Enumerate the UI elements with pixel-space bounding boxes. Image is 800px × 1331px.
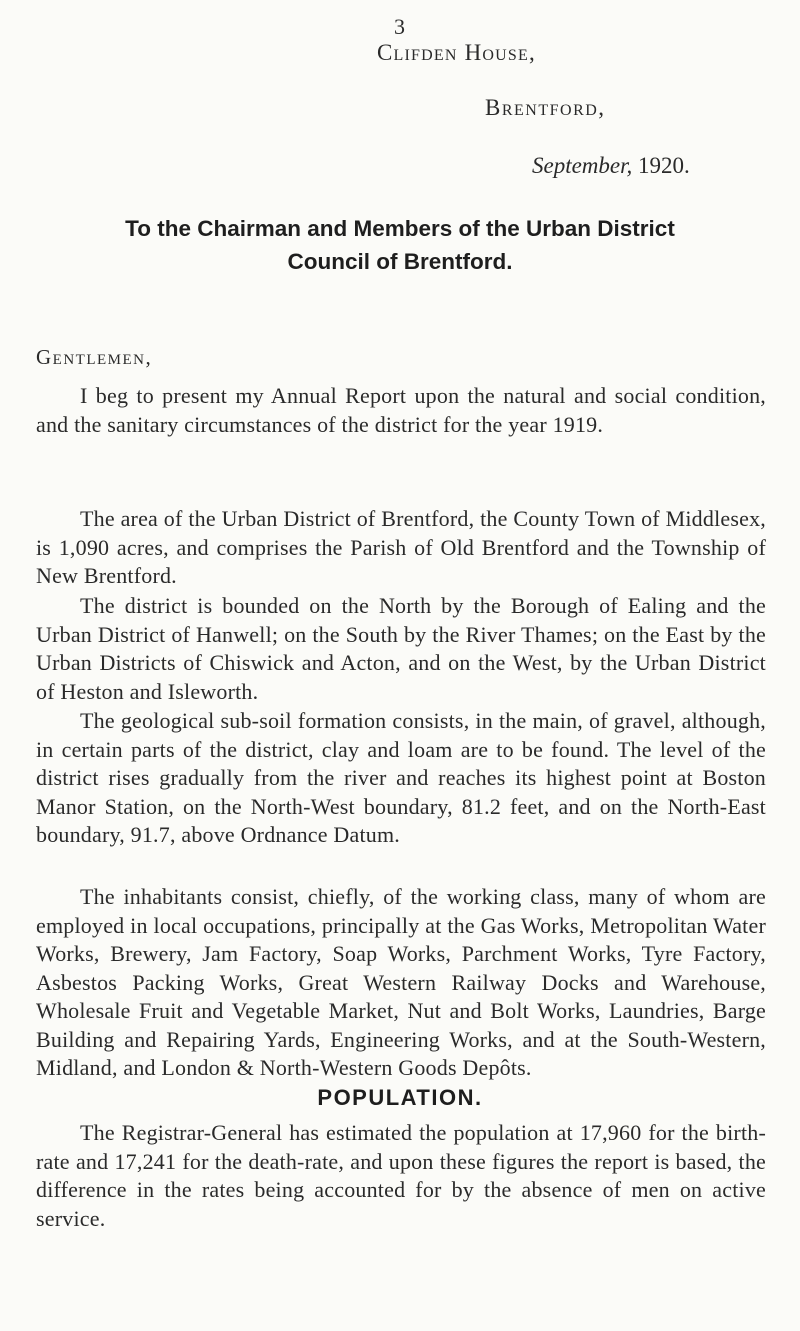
address-line-1: Clifden House, <box>377 40 536 65</box>
heading-line-2: Council of Brentford. <box>287 249 513 274</box>
paragraph-boundaries: The district is bounded on the North by the Borough of Ealing and the Urban District of Hanwell; on the South by the River Thames; on the East by the Urban Districts of Chiswick and Acton, and on the West, by the Urban District of Heston and Isleworth. <box>36 593 766 704</box>
paragraph-inhabitants: The inhabitants consist, chiefly, of the working class, many of whom are employed in local occupations, principally at the Gas Works, Metropolitan Water Works, Brewery, Jam Factory, Soap Works, Parchment Works, Tyre Factory, Asbestos Packing Works, Great Western Railway Docks and Warehouse, Wholesale Fruit and Vegetable Market, Nut and Bolt Works, Laundries, Barge Building and Repairing Yards, Engineering Works, and at the South-Western, Midland, and London & North-Western Goods Depôts. <box>36 884 766 1080</box>
letter-heading <box>0 212 800 278</box>
heading-line-1: To the Chairman and Members of the Urban District <box>125 216 675 241</box>
salutation: Gentlemen, <box>36 345 153 369</box>
paragraph-geology: The geological sub-soil formation consists, in the main, of gravel, although, in certain parts of the district, clay and loam are to be found. The level of the district rises gradually from the river and reaches its highest point at Boston Manor Station, on the North-West boundary, 81.2 feet, and on the North-East boundary, 91.7, above Ordnance Datum. <box>36 708 766 847</box>
section-title-population: POPULATION. <box>317 1085 483 1110</box>
date-year: 1920. <box>638 153 690 178</box>
paragraph-area: The area of the Urban District of Brentford, the County Town of Middlesex, is 1,090 acres, and comprises the Parish of Old Brentford and the Township of New Brentford. <box>36 506 766 588</box>
date-month: September, <box>532 153 633 178</box>
letter-date <box>532 153 690 179</box>
paragraph-introduction: I beg to present my Annual Report upon the natural and social condition, and the sanitary circumstances of the district for the year 1919. <box>36 383 766 437</box>
page-number: 3 <box>394 14 406 39</box>
paragraph-population: The Registrar-General has estimated the population at 17,960 for the birth-rate and 17,241 for the death-rate, and upon these figures the report is based, the difference in the rates being accounted for by the absence of men on active service. <box>36 1120 766 1231</box>
address-line-2: Brentford, <box>485 95 606 120</box>
